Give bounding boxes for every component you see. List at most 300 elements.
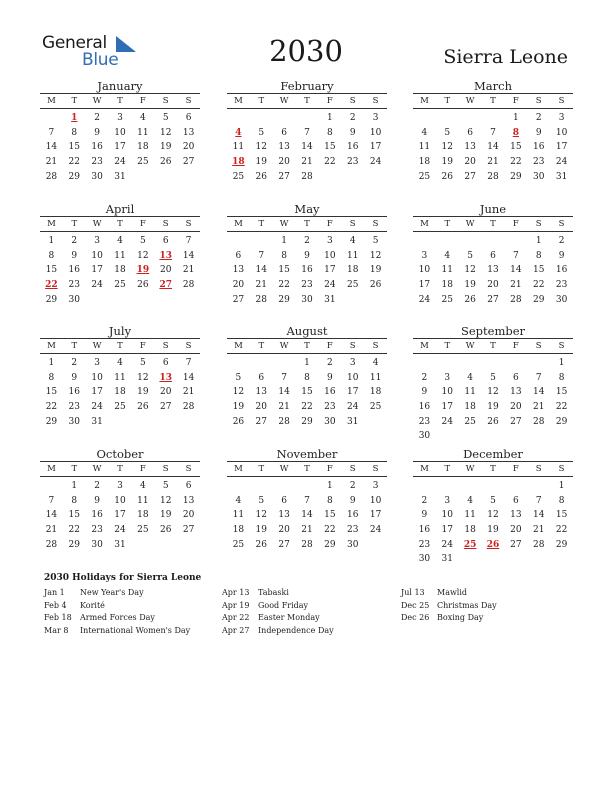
day-cell: 4 [117,358,123,368]
day-cell: 21 [510,280,522,291]
holidays-column [44,587,190,637]
empty-cell [250,111,273,126]
day-cell: 18 [232,525,245,536]
day-cell: 15 [68,510,80,521]
day-cell: 12 [255,510,267,521]
day-cell: 9 [558,250,565,261]
day-cell: 31 [555,171,568,182]
day-cell: 7 [281,372,287,383]
holiday-name: Boxing Day [437,613,484,623]
day-cell: 12 [487,510,499,521]
day-cell: 28 [510,294,522,305]
weekday-label: M [234,96,243,106]
day-cell: 18 [441,280,453,291]
day-cell: 2 [421,495,428,506]
day-cell: 6 [281,495,287,506]
empty-cell [413,234,436,249]
day-cell: 7 [535,372,542,383]
empty-cell [227,111,250,126]
weekday-label: F [512,341,519,351]
day-cell: 16 [418,525,431,536]
holiday-name: Independence Day [258,625,334,635]
day-cell: 6 [185,481,192,491]
day-cell: 24 [441,539,453,550]
weekday-label: T [117,96,123,106]
weekday-label: M [420,341,429,351]
day-cell: 1 [558,481,565,491]
weekday-label: S [349,341,356,351]
day-cell: 17 [369,510,382,521]
weekday-label: T [71,96,78,106]
day-cell: 7 [48,495,55,506]
day-cell: 1 [558,358,565,368]
empty-cell [413,111,436,126]
holiday-day-cell: 13 [159,372,172,383]
day-cell: 10 [91,250,103,261]
day-cell: 3 [326,236,333,246]
weekday-label: W [92,464,102,474]
day-cell: 5 [258,127,265,138]
weekday-label: T [444,219,451,229]
day-cell: 25 [441,294,453,305]
day-cell: 23 [68,402,80,413]
day-cell: 3 [372,113,379,123]
day-cell: 26 [159,525,172,536]
month-title: September [460,324,526,338]
day-cell: 2 [558,236,565,246]
holiday-item [401,587,497,600]
day-cell: 11 [114,372,126,383]
day-cell: 10 [114,495,126,506]
day-cell: 8 [304,372,310,383]
day-cell: 15 [510,142,522,153]
day-cell: 18 [346,265,359,276]
day-cell: 27 [278,539,290,550]
calendar-year: 2030 [269,34,343,68]
day-cell: 12 [255,142,267,153]
weekday-label: T [490,341,496,351]
empty-cell [482,111,505,126]
day-cell: 21 [182,387,195,398]
day-cell: 28 [532,416,545,427]
day-cell: 6 [281,127,287,138]
day-cell: 16 [555,265,568,276]
days-grid [40,234,200,307]
day-cell: 24 [91,280,103,291]
day-cell: 20 [510,525,522,536]
month-october [40,447,200,552]
day-cell: 17 [418,280,431,291]
day-cell: 3 [372,481,379,491]
day-cell: 25 [232,539,245,550]
day-cell: 6 [258,372,265,383]
day-cell: 10 [114,127,126,138]
weekday-label: T [490,219,496,229]
day-cell: 26 [255,539,267,550]
day-cell: 4 [117,236,123,246]
day-cell: 7 [304,127,310,138]
day-cell: 29 [45,416,58,427]
day-cell: 26 [232,416,245,427]
days-grid [40,479,200,552]
day-cell: 8 [71,127,78,138]
day-cell: 4 [372,358,379,368]
day-cell: 12 [159,127,172,138]
weekday-label: T [258,219,265,229]
day-cell: 14 [532,387,545,398]
day-cell: 2 [94,481,100,491]
day-cell: 11 [114,250,126,261]
day-cell: 3 [444,372,451,383]
empty-cell [250,479,273,494]
day-cell: 23 [346,157,359,168]
weekday-label: T [117,219,123,229]
day-cell: 11 [137,127,149,138]
day-cell: 10 [346,372,359,383]
empty-cell [250,356,273,371]
empty-cell [482,479,505,494]
day-cell: 5 [139,358,146,368]
holiday-item [401,600,497,613]
day-cell: 27 [232,294,245,305]
day-cell: 1 [535,236,542,246]
month-title: April [105,202,135,216]
weekday-label: S [558,341,565,351]
day-cell: 31 [346,416,359,427]
holiday-item [44,625,190,638]
day-cell: 21 [301,525,313,536]
day-cell: 3 [94,358,100,368]
day-cell: 10 [555,127,568,138]
weekday-label: T [490,464,496,474]
holiday-day-cell: 25 [463,539,477,550]
weekday-label: F [139,341,146,351]
weekday-label: S [372,219,379,229]
day-cell: 7 [490,127,496,138]
month-title: July [108,324,132,338]
day-cell: 25 [137,157,149,168]
day-cell: 30 [91,539,103,550]
weekday-label: S [349,96,356,106]
holiday-name: Tabaski [258,588,289,597]
empty-cell [436,356,459,371]
holiday-day-cell: 13 [159,250,172,261]
day-cell: 25 [418,171,431,182]
day-cell: 28 [45,539,58,550]
day-cell: 8 [558,495,565,506]
holiday-name: Mawlid [437,588,468,597]
day-cell: 19 [441,157,453,168]
weekday-label: S [349,219,356,229]
weekday-label: S [162,464,169,474]
day-cell: 8 [558,372,565,383]
empty-cell [413,356,436,371]
month-title: February [280,79,334,93]
empty-cell [527,356,550,371]
day-cell: 17 [555,142,568,153]
day-cell: 7 [535,495,542,506]
day-cell: 4 [421,127,428,138]
day-cell: 24 [114,525,126,536]
day-cell: 12 [232,387,245,398]
day-cell: 1 [304,358,310,368]
day-cell: 23 [555,280,568,291]
day-cell: 28 [45,171,58,182]
day-cell: 30 [324,416,336,427]
day-cell: 20 [487,280,499,291]
day-cell: 13 [255,387,267,398]
day-cell: 30 [346,539,359,550]
day-cell: 1 [48,236,55,246]
weekday-label: T [71,341,78,351]
day-cell: 22 [301,402,313,413]
holiday-name: International Women's Day [80,625,191,635]
day-cell: 7 [304,495,310,506]
day-cell: 29 [68,171,80,182]
logo-text-general: General [42,33,107,53]
day-cell: 26 [137,280,149,291]
weekday-label: M [234,341,243,351]
day-cell: 27 [510,539,522,550]
day-cell: 24 [114,157,126,168]
day-cell: 14 [182,250,195,261]
day-cell: 12 [159,495,172,506]
day-cell: 5 [372,236,379,246]
holiday-name: Christmas Day [437,600,497,610]
month-title: August [286,324,328,338]
day-cell: 10 [369,127,382,138]
weekday-label: F [326,341,333,351]
weekday-header [40,93,200,109]
weekday-label: W [465,96,475,106]
day-cell: 9 [94,495,100,506]
empty-cell [436,234,459,249]
day-cell: 24 [555,157,568,168]
holiday-date: Apr 13 [222,588,250,597]
day-cell: 14 [255,265,267,276]
weekday-label: S [185,219,192,229]
day-cell: 3 [444,495,451,506]
day-cell: 13 [232,265,245,276]
day-cell: 25 [114,280,126,291]
day-cell: 13 [487,265,499,276]
holiday-name: Easter Monday [258,613,320,623]
day-cell: 15 [45,265,58,276]
weekday-label: W [465,464,475,474]
day-cell: 22 [324,157,336,168]
day-cell: 17 [91,265,103,276]
weekday-label: F [512,219,519,229]
day-cell: 21 [487,157,499,168]
weekday-label: S [535,96,542,106]
day-cell: 28 [182,280,195,291]
day-cell: 14 [487,142,499,153]
weekday-label: F [512,96,519,106]
month-title: January [97,79,143,93]
day-cell: 2 [349,481,356,491]
day-cell: 30 [68,416,80,427]
day-cell: 12 [464,265,476,276]
day-cell: 2 [71,236,78,246]
day-cell: 30 [532,171,545,182]
day-cell: 25 [137,525,149,536]
day-cell: 2 [94,113,100,123]
weekday-label: T [490,96,496,106]
empty-cell [527,479,550,494]
day-cell: 25 [346,280,359,291]
holiday-date: Mar 8 [44,625,69,635]
day-cell: 11 [346,250,359,261]
day-cell: 1 [326,481,333,491]
weekday-label: T [304,464,310,474]
holiday-date: Jan 1 [44,588,65,597]
day-cell: 19 [137,387,149,398]
weekday-label: W [92,341,102,351]
empty-cell [250,234,273,249]
empty-cell [296,479,319,494]
weekday-label: T [117,341,123,351]
day-cell: 31 [324,294,336,305]
holiday-name: Korité [80,600,105,610]
empty-cell [482,356,505,371]
day-cell: 1 [71,481,78,491]
weekday-label: T [304,219,310,229]
month-title: November [276,447,338,461]
empty-cell [273,111,296,126]
month-june [413,202,573,307]
weekday-label: S [372,96,379,106]
day-cell: 4 [467,372,473,383]
day-cell: 27 [464,171,476,182]
empty-cell [459,111,482,126]
day-cell: 25 [464,416,476,427]
day-cell: 11 [232,142,245,153]
day-cell: 5 [467,250,473,261]
day-cell: 24 [369,157,382,168]
day-cell: 8 [281,250,287,261]
day-cell: 19 [255,157,267,168]
day-cell: 20 [159,265,172,276]
holiday-item [44,587,190,600]
day-cell: 31 [114,171,126,182]
day-cell: 17 [369,142,382,153]
day-cell: 29 [278,294,290,305]
day-cell: 22 [45,402,58,413]
day-cell: 20 [159,387,172,398]
weekday-label: F [512,464,519,474]
empty-cell [504,479,527,494]
day-cell: 1 [326,113,333,123]
day-cell: 30 [301,294,313,305]
day-cell: 16 [418,402,431,413]
empty-cell [227,479,250,494]
weekday-label: S [185,464,192,474]
day-cell: 23 [532,157,545,168]
month-title: May [294,202,320,216]
holiday-day-cell: 1 [71,113,78,123]
day-cell: 23 [91,157,103,168]
day-cell: 28 [487,171,499,182]
day-cell: 6 [490,250,496,261]
empty-cell [504,234,527,249]
weekday-label: T [304,96,310,106]
weekday-label: F [139,464,146,474]
weekday-label: S [558,96,565,106]
day-cell: 14 [278,387,290,398]
day-cell: 29 [555,416,568,427]
day-cell: 8 [48,372,55,383]
day-cell: 29 [324,539,336,550]
day-cell: 15 [324,510,336,521]
day-cell: 20 [182,142,195,153]
day-cell: 19 [159,142,172,153]
day-cell: 10 [418,265,431,276]
day-cell: 12 [369,250,382,261]
weekday-label: T [444,96,451,106]
day-cell: 24 [324,280,336,291]
day-cell: 10 [441,387,453,398]
day-cell: 8 [535,250,542,261]
day-cell: 11 [464,510,476,521]
day-cell: 17 [114,510,126,521]
day-cell: 20 [510,402,522,413]
day-cell: 5 [258,495,265,506]
day-cell: 12 [441,142,453,153]
day-cell: 6 [185,113,192,123]
day-cell: 4 [139,113,146,123]
day-cell: 29 [45,294,58,305]
empty-cell [227,234,250,249]
day-cell: 29 [68,539,80,550]
day-cell: 29 [510,171,522,182]
holiday-item [44,600,190,613]
weekday-label: S [372,341,379,351]
day-cell: 16 [91,510,103,521]
weekday-label: T [258,464,265,474]
weekday-label: T [444,464,451,474]
weekday-header [40,216,200,232]
day-cell: 15 [45,387,58,398]
country-name: Sierra Leone [443,46,568,68]
day-cell: 17 [441,525,453,536]
weekday-header [40,461,200,477]
day-cell: 22 [510,157,522,168]
day-cell: 28 [301,171,313,182]
day-cell: 7 [48,127,55,138]
holiday-date: Apr 22 [222,613,250,623]
day-cell: 30 [418,431,431,442]
day-cell: 28 [278,416,290,427]
day-cell: 14 [532,510,545,521]
day-cell: 9 [421,510,428,521]
weekday-label: S [162,219,169,229]
day-cell: 9 [71,372,78,383]
day-cell: 12 [137,372,149,383]
holiday-day-cell: 18 [232,157,245,168]
days-grid [413,111,573,184]
day-cell: 21 [45,157,58,168]
day-cell: 19 [255,525,267,536]
day-cell: 27 [255,416,267,427]
holiday-day-cell: 19 [136,265,150,276]
day-cell: 22 [324,525,336,536]
holiday-day-cell: 8 [512,127,519,138]
day-cell: 16 [346,142,359,153]
days-grid [227,234,387,307]
day-cell: 11 [369,372,382,383]
month-july [40,324,200,429]
weekday-header [413,93,573,109]
